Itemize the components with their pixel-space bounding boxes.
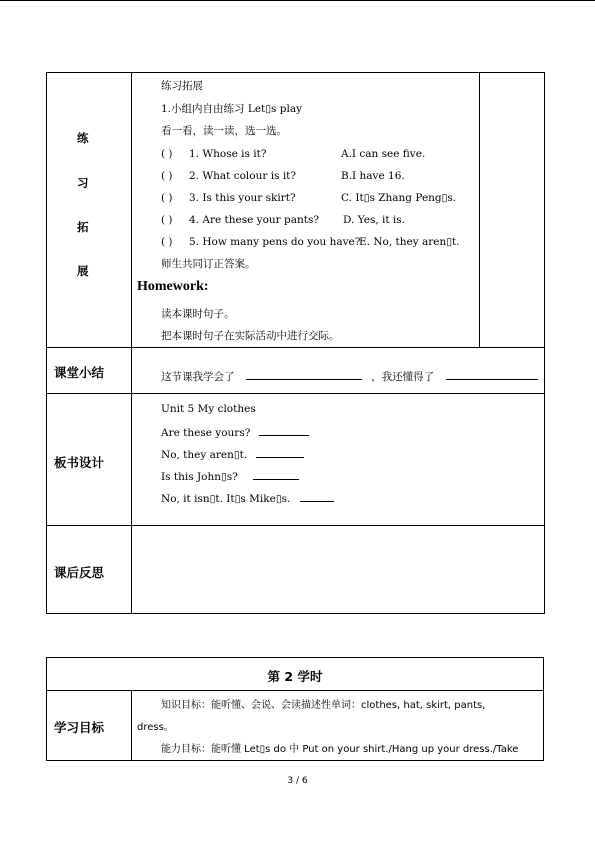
practice-heading: 练习拓展 [161,80,203,92]
exercise-answer: D. Yes, it is. [343,214,406,226]
board-line-text: Is this John▯s? [161,471,238,483]
row-divider-2 [46,393,545,394]
knowledge-goal-cont: dress。 [137,722,174,733]
board-line-text: Are these yours? [161,427,251,439]
exercise-question: 4. Are these your pants? [189,214,319,226]
summary-sentence [161,369,538,383]
vertical-label-char: 练 [77,131,89,145]
answer-blank [259,425,309,436]
exercise-bracket: ( ) [161,214,173,226]
exercise-question: 5. How many pens do you have? [189,236,361,248]
exercise-bracket: ( ) [161,148,173,160]
summary-label: 课堂小结 [54,365,105,380]
board-title: Unit 5 My clothes [161,403,256,415]
answer-blank [446,369,538,380]
page-number: 3 / 6 [287,776,308,786]
correction-note: 师生共同订正答案。 [161,258,256,270]
table-border-right [544,72,545,614]
ability-goal: 能力目标：能听懂 Let▯s do 中 Put on your shirt./Hang up your dress./Take [161,744,519,755]
reflection-label: 课后反思 [54,565,105,580]
exercise-answer: A.I can see five. [341,148,426,160]
board-line [161,425,309,439]
table-border-top [46,72,545,73]
board-line [161,469,299,483]
goal-label: 学习目标 [54,720,105,735]
vertical-label-char: 习 [77,176,89,190]
table-divider-right [479,72,480,348]
board-line [161,447,304,461]
practice-instruction: 看一看，读一读，选一选。 [161,125,287,137]
exercise-question: 1. Whose is it? [189,148,267,160]
table2-border-top [46,657,544,658]
board-label: 板书设计 [54,455,105,470]
exercise-question: 2. What colour is it? [189,170,297,182]
practice-instruction: 1.小组内自由练习 Let▯s play [161,103,303,115]
summary-text: 这节课我学会了 [161,371,235,383]
table2-border-bottom [46,760,544,761]
homework-item: 读本课时句子。 [161,308,235,320]
table2-row-divider [46,690,544,691]
row-divider-1 [46,347,545,348]
knowledge-goal: 知识目标：能听懂、会说、会读描述性单词：clothes, hat, skirt, pants, [161,700,486,711]
vertical-label-char: 拓 [77,220,89,234]
table2-divider-label [131,690,132,761]
table-border-bottom [46,613,545,614]
board-line [161,491,334,505]
answer-blank [256,447,304,458]
board-line-text: No, it isn▯t. It▯s Mike▯s. [161,493,291,505]
homework-item: 把本课时句子在实际活动中进行交际。 [161,330,340,342]
answer-blank [246,369,362,380]
exercise-bracket: ( ) [161,236,173,248]
board-line-text: No, they aren▯t. [161,449,248,461]
exercise-bracket: ( ) [161,170,173,182]
table-divider-label [131,72,132,614]
answer-blank [253,469,299,480]
answer-blank [300,491,334,502]
exercise-answer: B.I have 16. [341,170,405,182]
exercise-question: 3. Is this your skirt? [189,192,296,204]
table-border-left [46,72,47,614]
exercise-answer: E. No, they aren▯t. [359,236,460,248]
exercise-bracket: ( ) [161,192,173,204]
summary-text: ，我还懂得了 [371,371,435,383]
lesson2-title: 第 2 学时 [267,669,323,684]
homework-title: Homework: [137,279,209,294]
row-divider-3 [46,525,545,526]
exercise-answer: C. It▯s Zhang Peng▯s. [341,192,457,204]
page-top-rule [0,0,595,1]
vertical-label-char: 展 [77,264,89,278]
